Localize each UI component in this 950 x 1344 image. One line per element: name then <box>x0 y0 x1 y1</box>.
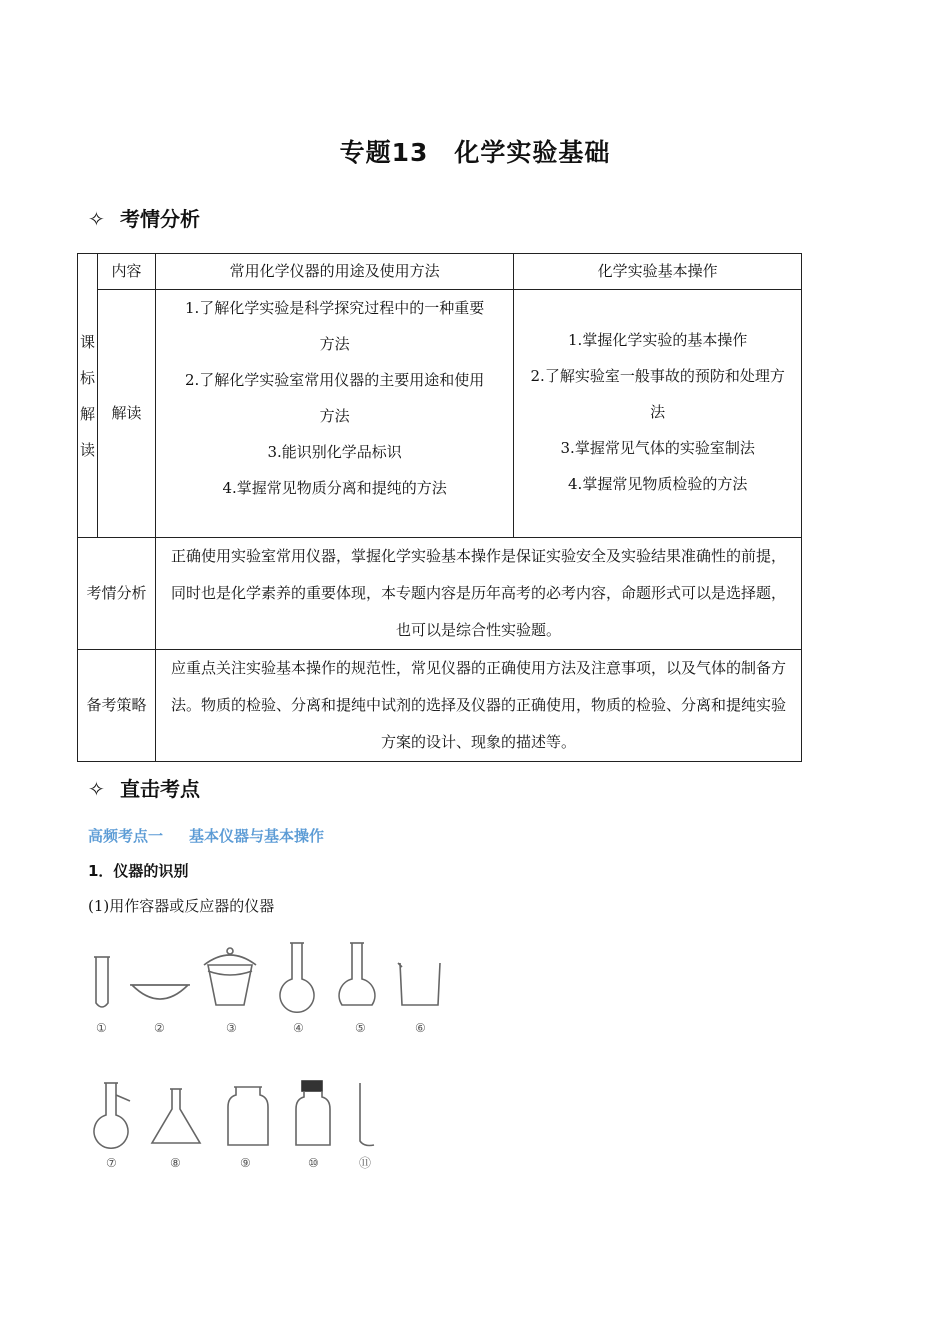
exam-analysis-table <box>77 253 802 762</box>
apparatus-figure <box>80 935 460 1185</box>
section-heading-points <box>88 773 200 802</box>
crucible-icon <box>204 948 256 1005</box>
apparatus-number: ⑥ <box>415 1021 426 1035</box>
apparatus-number: ⑦ <box>106 1156 117 1170</box>
interpret-operations-cell: 1.掌握化学实验的基本操作 2.了解实验室一般事故的预防和处理方 法 3.掌握常见气体的实验室制法 4.掌握常见物质检验的方法 <box>514 290 802 538</box>
apparatus-number: ⑧ <box>170 1156 181 1170</box>
vertical-label-cell: 课 标 解 读 <box>78 254 98 538</box>
row-label-interpret: 解读 <box>97 290 155 538</box>
wide-mouth-bottle-icon <box>228 1087 268 1145</box>
apparatus-number: ⑨ <box>240 1156 251 1170</box>
beaker-icon <box>398 963 440 1005</box>
apparatus-number: ③ <box>226 1021 237 1035</box>
row-label-content: 内容 <box>97 254 155 290</box>
apparatus-number: ⑪ <box>359 1156 372 1170</box>
apparatus-number: ⑤ <box>355 1021 366 1035</box>
row-label-strategy: 备考策略 <box>78 650 156 762</box>
reagent-bottle-icon <box>296 1081 330 1145</box>
apparatus-number: ④ <box>293 1021 304 1035</box>
apparatus-number: ② <box>154 1021 165 1035</box>
subheading-high-frequency: 高频考点一 基本仪器与基本操作 <box>88 827 325 845</box>
analysis-text-cell: 正确使用实验室常用仪器，掌握化学实验基本操作是保证实验安全及实验结果准确性的前提，同时也是化学素养的重要体现，本专题内容是历年高考的必考内容，命题形式可以是选择题，也可以是综合性实验题。 <box>155 538 801 650</box>
flat-bottom-flask-icon <box>339 943 375 1005</box>
paragraph-containers: (1)用作容器或反应器的仪器 <box>88 897 275 915</box>
section-heading-analysis <box>88 203 200 232</box>
page-title: 专题13 化学实验基础 <box>339 138 611 167</box>
column-header-instruments: 常用化学仪器的用途及使用方法 <box>155 254 513 290</box>
section-heading-text: 直击考点 <box>120 777 200 801</box>
row-label-analysis: 考情分析 <box>78 538 156 650</box>
evaporating-dish-icon <box>130 985 190 999</box>
diamond-star-icon: ✧ <box>88 777 105 801</box>
column-header-operations: 化学实验基本操作 <box>514 254 802 290</box>
dropper-icon <box>360 1083 374 1146</box>
strategy-text-cell: 应重点关注实验基本操作的规范性，常见仪器的正确使用方法及注意事项，以及气体的制备方法。物质的检验、分离和提纯中试剂的选择及仪器的正确使用，物质的检验、分离和提纯实验方案的设计、现象的描述等。 <box>155 650 801 762</box>
section-heading-text: 考情分析 <box>120 207 200 231</box>
test-tube-icon <box>94 957 110 1007</box>
conical-flask-icon <box>152 1089 200 1143</box>
subheading-instrument-identification: 1．仪器的识别 <box>88 862 189 880</box>
round-bottom-flask-icon <box>280 943 314 1012</box>
diamond-star-icon: ✧ <box>88 207 105 231</box>
apparatus-number: ⑩ <box>308 1156 319 1170</box>
interpret-instruments-cell: 1.了解化学实验是科学探究过程中的一种重要 方法 2.了解化学实验室常用仪器的主要用途和使用 方法 3.能识别化学品标识 4.掌握常见物质分离和提纯的方法 <box>155 290 513 538</box>
distillation-flask-icon <box>94 1083 130 1148</box>
apparatus-number: ① <box>96 1021 107 1035</box>
